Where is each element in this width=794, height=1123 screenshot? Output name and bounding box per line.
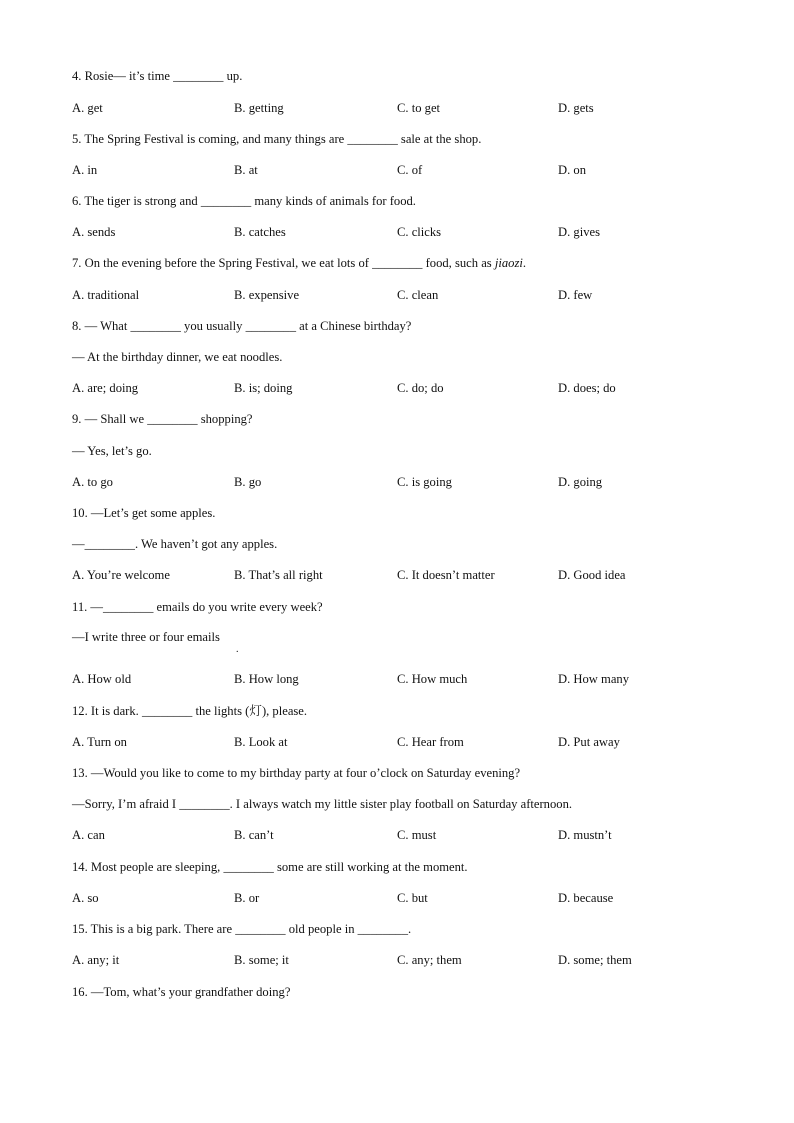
question-4-option-c: C. to get [397,101,441,115]
question-6-option-a: A. sends [72,225,116,239]
question-13-option-b: B. can’t [234,828,274,842]
question-15-option-a: A. any; it [72,953,120,967]
question-15-option-b: B. some; it [234,953,289,967]
question-9-option-c: C. is going [397,475,452,489]
question-7-stem [72,255,526,271]
question-7-option-a: A. traditional [72,288,140,302]
question-15-option-d: D. some; them [558,953,632,967]
question-16-stem: 16. —Tom, what’s your grandfather doing? [72,985,291,999]
question-15-stem: 15. This is a big park. There are ________ old people in ________. [72,922,412,936]
question-14-option-d: D. because [558,891,614,905]
question-5-stem: 5. The Spring Festival is coming, and many things are ________ sale at the shop. [72,132,482,146]
question-7-stem-end: . [522,256,527,270]
question-5-option-d: D. on [558,163,586,177]
question-9-option-d: D. going [558,475,603,489]
question-13-option-a: A. can [72,828,105,842]
question-11-response: —I write three or four emails [72,630,220,644]
question-6-option-d: D. gives [558,225,600,239]
question-4-stem: 4. Rosie— it’s time ________ up. [72,69,243,83]
question-5-option-a: A. in [72,163,98,177]
question-13-stem: 13. —Would you like to come to my birthday party at four o’clock on Saturday evening? [72,766,521,780]
stray-mark: . [236,644,239,655]
question-7-option-b: B. expensive [234,288,300,302]
question-9-response: — Yes, let’s go. [72,444,152,458]
question-15-option-c: C. any; them [397,953,462,967]
question-14-option-c: C. but [397,891,428,905]
question-4-option-b: B. getting [234,101,284,115]
question-6-option-c: C. clicks [397,225,442,239]
question-13-response: —Sorry, I’m afraid I ________. I always watch my little sister play football on Saturday afternoon. [72,797,573,811]
question-13-option-c: C. must [397,828,437,842]
question-10-option-c: C. It doesn’t matter [397,568,495,582]
question-9-option-a: A. to go [72,475,113,489]
question-5-option-b: B. at [234,163,258,177]
question-11-stem: 11. —________ emails do you write every week? [72,600,323,614]
question-8-option-b: B. is; doing [234,381,293,395]
question-10-option-a: A. You’re welcome [72,568,170,582]
question-11-option-d: D. How many [558,672,630,686]
question-10-response: —________. We haven’t got any apples. [72,537,278,551]
question-14-option-b: B. or [234,891,260,905]
question-13-option-d: D. mustn’t [558,828,612,842]
question-9-option-b: B. go [234,475,262,489]
question-4-option-d: D. gets [558,101,594,115]
question-11-option-a: A. How old [72,672,132,686]
question-4-option-a: A. get [72,101,103,115]
question-8-option-a: A. are; doing [72,381,139,395]
question-12-option-d: D. Put away [558,735,620,749]
question-7-stem-italic: jiaozi [494,256,523,270]
question-11-option-c: C. How much [397,672,468,686]
question-8-option-d: D. does; do [558,381,616,395]
question-6-stem: 6. The tiger is strong and ________ many kinds of animals for food. [72,194,416,208]
question-8-stem: 8. — What ________ you usually ________ at a Chinese birthday? [72,319,412,333]
question-9-stem: 9. — Shall we ________ shopping? [72,412,253,426]
question-12-stem: 12. It is dark. ________ the lights (灯), please. [72,704,308,718]
question-10-option-d: D. Good idea [558,568,626,582]
question-7-option-d: D. few [558,288,593,302]
question-14-option-a: A. so [72,891,99,905]
question-6-option-b: B. catches [234,225,286,239]
question-5-option-c: C. of [397,163,423,177]
question-12-option-c: C. Hear from [397,735,464,749]
question-10-stem: 10. —Let’s get some apples. [72,506,216,520]
question-7-option-c: C. clean [397,288,439,302]
question-7-stem-text: 7. On the evening before the Spring Festival, we eat lots of ________ food, such as [72,256,495,270]
question-10-option-b: B. That’s all right [234,568,323,582]
question-12-option-a: A. Turn on [72,735,127,749]
question-8-response: — At the birthday dinner, we eat noodles. [72,350,283,364]
question-12-option-b: B. Look at [234,735,288,749]
question-14-stem: 14. Most people are sleeping, ________ some are still working at the moment. [72,860,468,874]
question-11-option-b: B. How long [234,672,299,686]
question-8-option-c: C. do; do [397,381,444,395]
